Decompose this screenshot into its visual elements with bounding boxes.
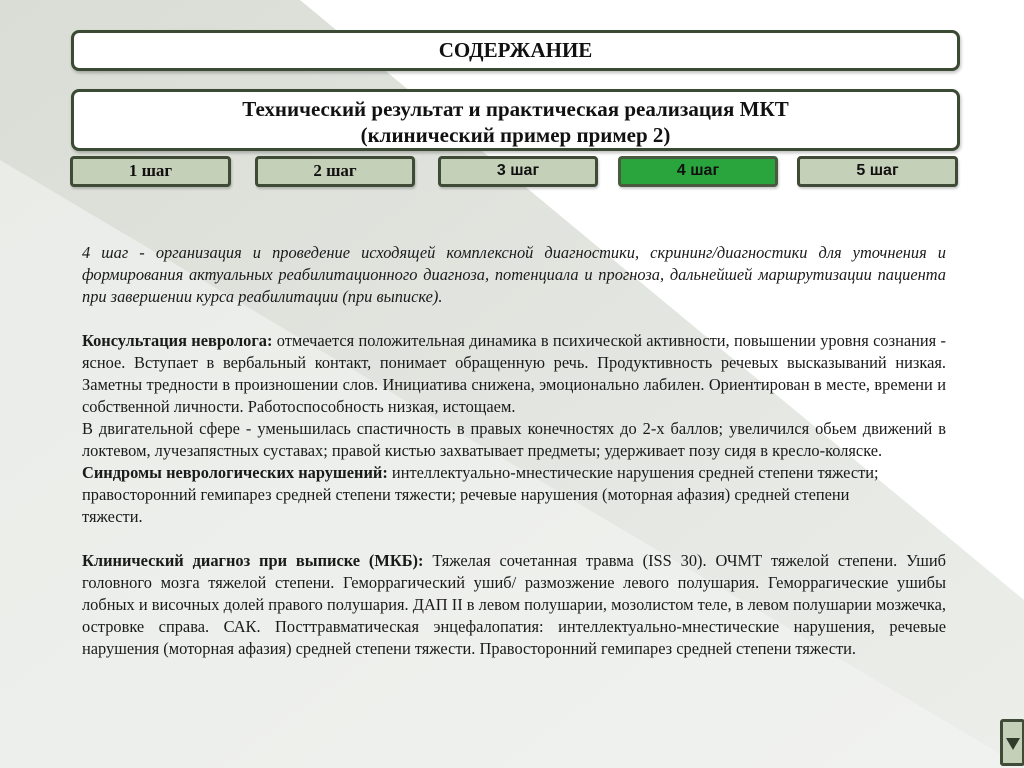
content-body	[82, 242, 946, 660]
diagnosis-paragraph	[82, 550, 946, 660]
intro-step-label: 4 шаг	[82, 243, 129, 262]
step-3-button[interactable]: 3 шаг	[438, 156, 598, 187]
neuro-paragraph	[82, 330, 946, 418]
diagnosis-label: Клинический диагноз при выписке (МКБ):	[82, 551, 424, 570]
contents-header[interactable]: СОДЕРЖАНИЕ	[71, 30, 960, 71]
intro-text: - организация и проведение исходящей комплексной диагностики, скрининг/диагностики для уточнения и формирования актуальных реабилитационного диагноза, потенциала и прогноза, дальнейшей маршрутизации пациента при завершении курса реабилитации (при выписке).	[82, 243, 946, 306]
motor-paragraph: В двигательной сфере - уменьшилась спастичность в правых конечностях до 2-х баллов; увеличился обьем движений в локтевом, лучезапястных суставах; правой кистью захватывает предметы; удерживает позу сидя в кресло-коляске.	[82, 419, 946, 460]
section-title	[71, 89, 960, 151]
step-4-button[interactable]: 4 шаг	[618, 156, 778, 187]
step-5-button[interactable]: 5 шаг	[797, 156, 958, 187]
next-slide-button[interactable]	[1000, 719, 1024, 766]
section-title-line2: (клинический пример пример 2)	[360, 123, 671, 147]
section-title-line1: Технический результат и практическая реализация МКТ	[242, 97, 789, 121]
intro-paragraph	[82, 242, 946, 308]
neuro-text: отмечается положительная динамика в психической активности, повышении уровня сознания - ясное. Вступает в вербальный контакт, понимает обращенную речь. Продуктивность речевых высказываний низкая. Заметны тредности в произношении слов. Инициатива снижена, эмоционально лабилен. Ориентирован в месте, времени и собственной личности. Работоспособность низкая, истощаем.	[82, 331, 946, 416]
syndromes-text: интеллектуально-мнестические нарушения средней степени тяжести; правосторонний гемипарез средней степени тяжести; речевые нарушения (моторная афазия) средней степени тяжести.	[82, 463, 879, 526]
syndromes-label: Синдромы неврологических нарушений:	[82, 463, 388, 482]
diagnosis-text: Тяжелая сочетанная травма (ISS 30). ОЧМТ тяжелой степени. Ушиб головного мозга тяжелой степени. Геморрагический ушиб/ размозжение левого полушария. Геморрагические ушибы лобных и височных долей правого полушария. ДАП II в левом полушарии, мозолистом теле, в левом полушарии мозжечка, островке справа. САК. Посттравматическая энцефалопатия: интеллектуально-мнестические нарушения, речевые нарушения (моторная афазия) средней степени тяжести. Правосторонний гемипарез средней степени тяжести.	[82, 551, 947, 658]
step-2-button[interactable]: 2 шаг	[255, 156, 415, 187]
triangle-down-icon	[1006, 737, 1020, 751]
step-1-button[interactable]: 1 шаг	[70, 156, 231, 187]
neuro-label: Консультация невролога:	[82, 331, 273, 350]
syndromes-paragraph	[82, 462, 902, 528]
